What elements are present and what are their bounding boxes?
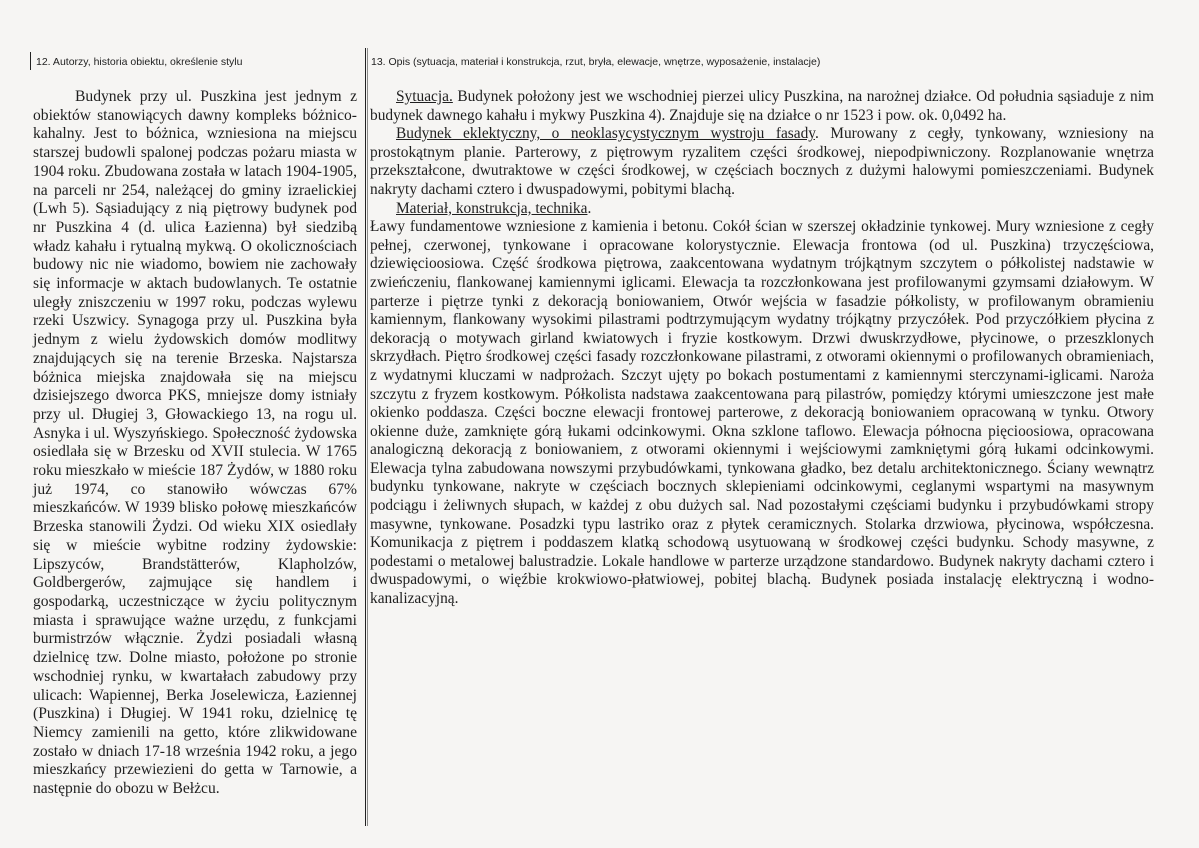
situation-text: Budynek położony jest we wschodniej pierzei ulicy Puszkina, na narożnej działce. Od południa sąsiaduje z nim budynek dawnego kahału i mykwy Puszkina 4). Znajduje się na działce o nr 1523 i pow. ok. 0,0492 ha. — [370, 88, 1154, 124]
style-paragraph — [370, 125, 1154, 199]
style-text: . Murowany z cegły, tynkowany, wzniesiony na prostokątnym planie. Parterowy, z piętrowym ryzalitem części środkowej, niepodpiwniczony. Rozplanowanie wnętrza przekształcone, dwutraktowe w części środkowej, w częściach bocznych z dużymi halowymi pomieszczeniami. Budynek nakryty dachami cztero i dwuspadowymi, pobitymi blachą. — [370, 125, 1154, 198]
history-paragraph: Budynek przy ul. Puszkina jest jednym z obiektów stanowiących dawny kompleks bóżnico-kahalny. Jest to bóżnica, wzniesiona na miejscu starszej budowli spalonej podczas pożaru miasta w 1904 roku. Zbudowana została w latach 1904-1905, na parceli nr 254, należącej do gminy izraelickiej (Lwh 5). Sąsiadujący z nią piętrowy budynek pod nr Puszkina 4 (d. ulica Łazienna) był siedzibą władz kahału i rytualną mykwą. O okolicznościach budowy nic nie wiadomo, bowiem nie zachowały się informacje w aktach budowlanych. Te ostatnie uległy zniszczeniu w 1997 roku, podczas wylewu rzeki Uszwicy. Synagoga przy ul. Puszkina była jednym z wielu żydowskich domów modlitwy znajdujących się na terenie Brzeska. Najstarsza bóżnica miejska znajdowała się na miejscu dzisiejszego dworca PKS, mniejsze domy istniały przy ul. Długiej 3, Głowackiego 13, na rogu ul. Asnyka i ul. Wyszyńskiego. Społeczność żydowska osiedlała się w Brzesku od XVII stulecia. W 1765 roku mieszkało w mieście 187 Żydów, w 1880 roku już 1974, co stanowiło wówczas 67% mieszkańców. W 1939 blisko połowę mieszkańców Brzeska stanowili Żydzi. Od wieku XIX osiedlały się w mieście wybitne rodziny żydowskie: Lipszyców, Brandstätterów, Klapholzów, Goldbergerów, zajmujące się handlem i gospodarką, uczestniczące w życiu politycznym miasta i sprawujące ważne urzędu, z funkcjami burmistrzów włącznie. Żydzi posiadali własną dzielnicę tzw. Dolne miasto, położone po stronie wschodniej rynku, w kwartałach zabudowy przy ulicach: Wapiennej, Berka Joselewicza, Łaziennej (Puszkina) i Długiej. W 1941 roku, dzielnicę tę Niemcy zamienili na getto, które zlikwidowane zostało w dniach 17-18 września 1942 roku, a jego mieszkańcy przewiezieni do getta w Tarnowie, a następnie do obozu w Bełżcu. — [33, 88, 357, 798]
material-heading: Materiał, konstrukcja, technika — [396, 199, 588, 217]
material-paragraph: Ławy fundamentowe wzniesione z kamienia i betonu. Cokół ścian w szerszej okładzinie tynkowej. Mury wzniesione z cegły pełnej, czerwonej, tynkowane i opracowane kolorystycznie. Elewacja frontowa (od ul. Puszkina) trzyczęściowa, dziewięcioosiowa. Część środkowa piętrowa, zaakcentowana wydatnym trójkątnym szczytem o półkolistej nadstawie w zwieńczeniu, flankowanej kamiennymi iglicami. Elewacja ta rozczłonkowana jest profilowanymi gzymsami działowym. W parterze i piętrze tynki z dekoracją boniowaniem, Otwór wejścia w fasadzie półkolisty, w profilowanym obramieniu kamiennym, flankowany wysokimi pilastrami podtrzymującym wydatny trójkątny przyczółek. Pod przyczółkiem płycina z dekoracją o motywach girland kwiatowych i fryzie kostkowym. Drzwi dwuskrzydłowe, płycinowe, o przeszklonych skrzydłach. Piętro środkowej części fasady rozczłonkowane pilastrami, z otworami okiennymi o profilowanych obramieniach, z wydatnymi kluczami w nadprożach. Szczyt ujęty po bokach postumentami z kamiennymi sterczynami-iglicami. Naroża szczytu z fryzem kostkowym. Półkolista nadstawa zaakcentowana parą pilastrów, pomiędzy którymi umieszczone jest małe okienko poddasza. Części boczne elewacji frontowej parterowe, z dekoracją boniowaniem opracowaną w tynku. Otwory okienne duże, zamknięte górą łukami odcinkowymi. Okna szklone taflowo. Elewacja północna pięcioosiowa, opracowana analogiczną dekoracją z boniowaniem, z otworami okiennymi i wejściowymi zamkniętymi górą łukami odcinkowymi. Elewacja tylna zabudowana nowszymi przybudówkami, tynkowana gładko, bez detalu architektonicznego. Ściany wewnątrz budynku tynkowane, nakryte w częściach bocznych sklepieniami odcinkowymi, ceglanymi wspartymi na masywnym podciągu i żeliwnych słupach, w każdej z obu dużych sal. Nad pozostałymi częściami budynku i przybudówkami stropy masywne, tynkowane. Posadzki typu lastriko oraz z płytek ceramicznych. Stolarka drzwiowa, płycinowa, współczesna. Komunikacja z piętrem i poddaszem klatką schodową usytuowaną w środkowej części budynku. Schody masywne, z podestami o metalowej balustradzie. Lokale handlowe w parterze urządzone standardowo. Budynek nakryty dachami cztero i dwuspadowymi, o więźbie krokwiowo-płatwiowej, pobitej blachą. Budynek posiada instalację elektryczną i wodno-kanalizacyjną. — [370, 218, 1154, 608]
material-heading-tail: . — [587, 199, 592, 217]
description-column — [370, 88, 1154, 609]
style-heading: Budynek eklektyczny, o neoklasycystycznym wystroju fasady — [396, 125, 815, 143]
column-divider-shadow — [367, 48, 368, 826]
column-divider — [365, 48, 366, 826]
section-12-header: 12. Autorzy, historia obiektu, określenie stylu — [36, 56, 243, 68]
material-heading-line — [370, 200, 1154, 219]
situation-paragraph — [370, 88, 1154, 125]
history-column — [33, 88, 357, 799]
section-13-header: 13. Opis (sytuacja, materiał i konstrukcja, rzut, bryła, elewacje, wnętrze, wyposażenie, instalacje) — [371, 56, 821, 68]
situation-heading: Sytuacja. — [396, 88, 453, 105]
left-margin-rule — [30, 52, 31, 70]
